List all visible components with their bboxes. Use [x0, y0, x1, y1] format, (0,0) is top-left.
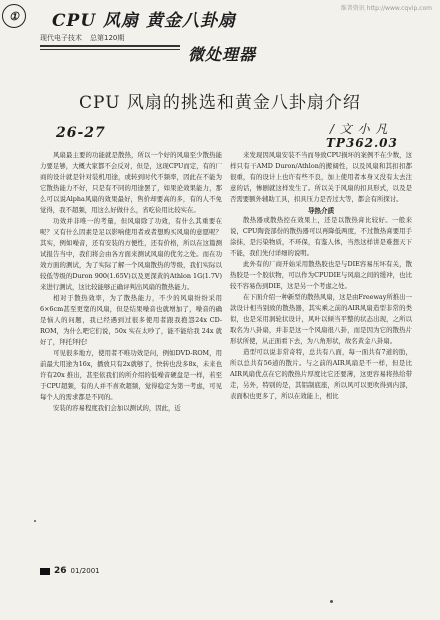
handwritten-author: / 文 小 凡 — [330, 122, 389, 136]
journal-name: 现代电子技术 — [40, 34, 82, 42]
footer-issue: 01/2001 — [70, 567, 100, 575]
paragraph: 来发现因风扇安装不当而导致CPU损坏的案例不在少数，这样只有干AMD Duron/Athlon的搬阔性，以及风扇和其扣扣都很重，有的设计上也许有些不良，加上使用者本身又没有太去注意的话，惨剧就这样发生了。所以关于风扇的扣具形式，以及是否需要额外辅助工具，扣具压力是否过大等，都会有所探讨。 — [230, 151, 412, 203]
section-heading: 导热介质 — [307, 207, 335, 215]
page-footer — [40, 566, 100, 576]
paragraph: 在下面介绍一种新型的散热风扇，这是由Freeway所推出一款设计相当别致的散热器，其实乘之前的AIR风扇造型非常的类似，也是采用涡轮状设计，风叶以倾当平整的状态出现，之所以取名为八卦扇，并非是这一个风扇很八卦，而是因为它的散热片形状所使，从正面看下去，为八角形状，故名黄金八卦扇。 — [230, 293, 412, 345]
paragraph: 造型可以说非常奇特，总共有八面，每一面共有7道的肋，所以总共有56道的散片。与之前的AIR风扇是不一样，但是比AIR风扇优点在它的散热片厚度比它还要薄，这更容易将热给带走，另外，特别的是，其铝制底座，所以风可以更吹得到内部，表面积也更多了，所以在效能上，相比 — [230, 348, 412, 400]
handwritten-keywords-line2: 微处理器 — [188, 45, 257, 64]
paragraph: 风扇最主要的功能就是散热，所以一个好的风扇至少散热能力要足够，大概大家都不会反对，但是，这现CPU而定，有的厂商的设计就是针对装机用途，或转到时代不频率，因此在不能为它散热能力不好，只是有不同的用途罢了，如果论效果能力，那么可以说Alpha风扇的效果最好，售价却要高的多，有的人不免觉得，我不超频，用这么好做什么，省吃俭用比较实在。 — [40, 151, 222, 214]
journal-issue: 总第120期 — [90, 34, 125, 42]
article-title: CPU 风扇的挑选和黄金八卦扇介绍 — [79, 93, 361, 113]
paragraph: 安装的容易程度我们会加以测试的，因此，近 — [53, 404, 181, 412]
page-number: 26 — [54, 566, 67, 576]
scan-speck — [34, 520, 36, 522]
journal-header — [40, 33, 180, 47]
site-watermark: 维普资讯 http://www.cqvip.com — [340, 5, 432, 12]
paragraph: 此外有的厂商开始采用散热胶也是与DIE容易压坏有关，散热胶是一个胶状物，可以作为CPUDIE与风扇之间的缓冲，也比较不容易伤到DIE，这是另一个考虑之处。 — [230, 260, 412, 290]
circled-number-annotation: ① — [2, 4, 26, 28]
footer-marker — [40, 568, 50, 575]
handwritten-class-code: TP362.03 — [326, 136, 398, 150]
left-text-column — [40, 150, 222, 414]
right-text-column — [230, 150, 412, 402]
handwritten-page-range: 26-27 — [56, 125, 106, 141]
handwritten-keywords-line1: CPU 风扇 黄金八卦扇 — [52, 11, 236, 31]
scan-speck — [330, 600, 333, 603]
paragraph: 功效并非唯一的考量，但风扇除了功效，有什么其重要在呢？又有什么因素是足以影响使用者或者想购买风扇的意愿呢？其实，例如噪音，还有安装的方便性，还有价格，所以在这篇测试报告当中，我们将会由各方面来测试风扇的优劣之处。而在功效方面的测试，为了实际了解一个风扇散热的等级，我们实际以较低等级的Duron 900(1.65V)以及更深黄的Athlon 1G(1.7V)来进行测试，这比较能够正确评判出风扇的散热能力。 — [40, 217, 222, 291]
paragraph: 散热器或散热控在效果上，还是以散热膏比较好。一般来说，CPU陶瓷部份的散热器可以再降低两度，不过散热膏要用手涂抹，是污染物质，不环保，有鉴人体，当然这样讲是难想天下不能，我们先付详细的说明。 — [230, 216, 412, 257]
paragraph: 可见很多地方，使用者不唯功效是问，例如DVD-ROM，用前最大用途为16x，播放只有2x就够了，快转也没多8x，未来也许有20x 推出，甚至依我们的所介绍的低噪音硬盘是一样，若至于CPU超频，有的人并不喜欢超频，觉得稳定为第一考虑，可见每个人的需求都是不同的。 — [40, 349, 222, 401]
paragraph: 相对于散热效率，为了散热能力，不少的风扇纷纷采用6×6cm甚至更宽的风扇，但是结果噪音也就增加了，噪音的确是恼人的问题，我已经遇到过很多使用者跟我抱怨24x CD-ROM，为什么吧它们说，50x 实在太吵了，能不能给我 24x 就好了，拜托拜托! — [40, 294, 222, 346]
